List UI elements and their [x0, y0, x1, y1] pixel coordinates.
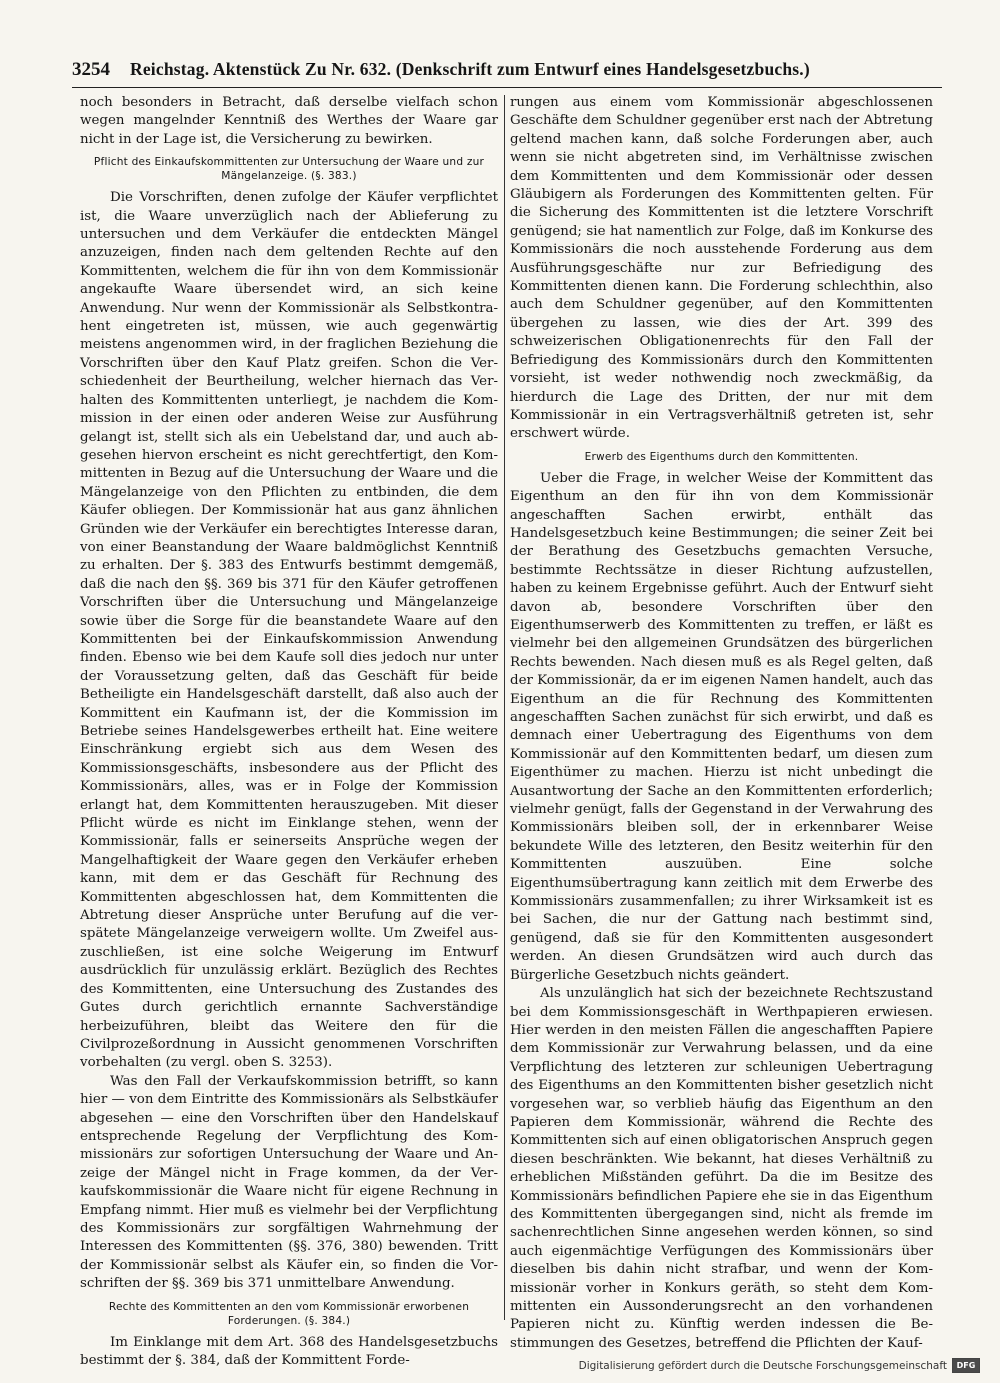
paragraph: noch besonders in Betracht, daß derselbe vielfach schon wegen mangelnder Kenntniß des Werthes der Waare gar nicht in der Lage ist, die Versicherung zu bewirken.: [80, 95, 498, 147]
dfg-logo-icon: DFG: [952, 1358, 980, 1373]
section-heading: Erwerb des Eigenthums durch den Kommittenten.: [584, 450, 859, 463]
footer-text: Digitalisierung gefördert durch die Deutsche Forschungsgemeinschaft: [578, 1359, 947, 1372]
page-number: 3254: [72, 59, 110, 80]
paragraph: Im Einklange mit dem Art. 368 des Handelsgesetzbuchs bestimmt der §. 384, daß der Kommittent Forde-: [80, 1334, 498, 1368]
paragraph: Was den Fall der Verkaufskommission betrifft, so kann hier — von dem Eintritte des Kommissionärs als Selbstkäufer abgesehen — eine den Vorschriften über den Handelskauf entsprechende Regelung der Verpflichtung des Kommissionärs zur sofortigen Untersuchung der Waare und Anzeige der Mängel nicht in Frage kommen, da der Verkaufskommissionär die Waare nicht für eigene Rechnung in Empfang nimmt. Hier muß es vielmehr bei der Verpflichtung des Kommissionärs zur sorgfältigen Wahrnehmung der Interessen des Kommittenten (§§. 376, 380) bewenden. Tritt der Kommissionär selbst als Käufer ein, so finden die Vorschriften der §§. 369 bis 371 unmittelbare Anwendung.: [80, 1073, 498, 1292]
column-divider: [504, 95, 505, 1320]
footer-credit: [579, 1358, 980, 1373]
paragraph: Ueber die Frage, in welcher Weise der Kommittent das Eigenthum an den für ihn von dem Kommissionär angeschafften Sachen erwirbt, enthält das Handelsgesetzbuch keine Bestimmungen; die seiner Zeit bei der Berathung des Gesetzbuchs gemachten Versuche, bestimmte Rechtssätze in dieser Richtung aufzustellen, haben zu keinem Ergebnisse geführt. Auch der Entwurf sieht davon ab, besondere Vorschriften über den Eigenthumserwerb des Kommittenten zu treffen, er läßt es vielmehr bei den allgemeinen Grundsätzen des bürgerlichen Rechts bewenden. Nach diesen muß es als Regel gelten, daß der Kommissionär, da er im eigenen Namen handelt, auch das Eigenthum an die für Rechnung des Kommittenten angeschafften Sachen zunächst für sich erwirbt, und daß es demnach einer Uebertragung des Eigenthums von dem Kommissionär auf den Kommittenten bedarf, um diesen zum Eigenthümer zu machen. Hierzu ist nicht unbedingt die Ausantwortung der Sache an den Kommittenten erforderlich; vielmehr genügt, falls der Gegenstand in der Verwahrung des Kommissionärs bleiben soll, der in erkennbarer Weise bekundete Wille des letzteren, den Besitz weiterhin für den Kommittenten auszuüben. Eine solche Eigenthumsübertragung kann zeitlich mit dem Erwerbe des Kommissionärs zusammenfallen; zu ihrer Wirksamkeit ist es bei Sachen, die nur der Gattung nach bestimmt sind, genügend, daß sie für den Kommittenten ausgesondert werden. An diesen Grundsätzen wird auch durch das Bürgerliche Gesetzbuch nichts geändert.: [510, 470, 933, 983]
right-column: [510, 94, 933, 1351]
running-title: Reichstag. Aktenstück Zu Nr. 632. (Denkschrift zum Entwurf eines Handelsgesetzbuchs.): [130, 59, 810, 79]
section-heading: Pflicht des Einkaufskommittenten zur Untersuchung der Waare und zur Mängelanzeige. (§. 383.): [93, 156, 485, 183]
paragraph: rungen aus einem vom Kommissionär abgeschlossenen Geschäfte dem Schuldner gegenüber erst nach der Abtretung geltend machen kann, daß solche Forderungen aber, auch wenn sie nicht abgetreten sind, im Verhältnisse zwischen dem Kommittenten und dem Kommissionär oder dessen Gläubigern als Forderungen des Kommittenten gelten. Für die Sicherung des Kommittenten ist die letztere Vorschrift genügend; sie hat namentlich zur Folge, daß im Konkurse des Kommissionärs die noch ausstehende Forderung aus dem Ausführungsgeschäfte nur zur Befriedigung des Kommittenten dienen kann. Die Forderung schlechthin, also auch dem Schuldner gegenüber, auf den Kommittenten übergehen zu lassen, wie dies der Art. 399 des schweizerischen Obligationenrechts für den Fall der Befriedigung des Kommissionärs durch den Kommittenten vorsieht, ist weder nothwendig noch zweckmäßig, da hierdurch die Lage des Dritten, der nur mit dem Kommissionär in ein Vertragsverhältniß getreten ist, sehr erschwert würde.: [510, 95, 933, 442]
left-column: [80, 94, 498, 1368]
paragraph: Die Vorschriften, denen zufolge der Käufer verpflichtet ist, die Waare unverzüglich nach der Ablieferung zu untersuchen und dem Verkäufer die entdeckten Mängel anzuzeigen, finden nach dem geltenden Rechte auf den Kommittenten, welchem die für ihn von dem Kommissionär angekaufte Waare übersendet wird, an sich keine Anwendung. Nur wenn der Kommissionär als Selbstkontrahent eingetreten ist, müssen, wie auch gegenwärtig meistens angenommen wird, in der fraglichen Beziehung die Vorschriften über den Kauf Platz greifen. Schon die Verschiedenheit der Beurtheilung, welcher hiernach das Verhalten des Kommittenten unterliegt, je nachdem die Kommission in der einen oder anderen Weise zur Ausführung gelangt ist, stellt sich als ein Uebelstand dar, und auch abgesehen hiervon erscheint es nicht gerechtfertigt, den Kommittenten in Bezug auf die Untersuchung der Waare und die Mängelanzeige von den Pflichten zu entbinden, die dem Käufer obliegen. Der Kommissionär hat aus ganz ähnlichen Gründen wie der Verkäufer ein berechtigtes Interesse daran, von einer Beanstandung der Waare baldmöglichst Kenntniß zu erhalten. Der §. 383 des Entwurfs bestimmt demgemäß, daß die nach den §§. 369 bis 371 für den Käufer getroffenen Vorschriften über die Untersuchung und Mängelanzeige sowie über die Sorge für die beanstandete Waare auf den Kommittenten bei der Einkaufskommission Anwendung finden. Ebenso wie bei dem Kaufe soll dies jedoch nur unter der Voraussetzung gelten, daß das Geschäft für beide Betheiligte ein Handelsgeschäft darstellt, daß also auch der Kommittent ein Kaufmann ist, der die Kommission im Betriebe seines Handelsgewerbes ertheilt hat. Eine weitere Einschränkung ergiebt sich aus dem Wesen des Kommissionsgeschäfts, insbesondere aus der Pflicht des Kommissionärs, alles, was er in Folge der Kommission erlangt hat, dem Kommittenten herauszugeben. Mit dieser Pflicht würde es nicht im Einklange stehen, wenn der Kommissionär, falls er seinerseits Ansprüche wegen der Mangelhaftigkeit der Waare gegen den Verkäufer erheben kann, mit dem er das Geschäft für Rechnung des Kommittenten abgeschlossen hat, dem Kommittenten die Abtretung dieser Ansprüche unter Berufung auf die verspätete Mängelanzeige verweigern wollte. Um Zweifel auszuschließen, ist eine solche Weigerung im Entwurf ausdrücklich für unzulässig erklärt. Bezüglich des Rechtes des Kommittenten, eine Untersuchung des Zustandes des Gutes durch gerichtlich ernannte Sachverständige herbeizuführen, bleibt das Weitere den für die Civilprozeßordnung in Aussicht genommenen Vorschriften vorbehalten (zu vergl. oben S. 3253).: [80, 190, 498, 1071]
section-heading: Rechte des Kommittenten an den vom Kommissionär erworbenen Forderungen. (§. 384.): [108, 1300, 470, 1327]
paragraph: Als unzulänglich hat sich der bezeichnete Rechtszustand bei dem Kommissionsgeschäft in Werthpapieren erwiesen. Hier werden in den meisten Fällen die angeschafften Papiere dem Kommissionär zur Verwahrung belassen, und da eine Verpflichtung des letzteren zur schleunigen Uebertragung des Eigenthums an den Kommittenten bisher gesetzlich nicht vorgesehen war, so verblieb häufig das Eigenthum an den Papieren dem Kommissionär, während die Rechte des Kommittenten sich auf einen obligatorischen Anspruch gegen diesen beschränkten. Wie bekannt, hat dieses Verhältniß zu erheblichen Mißständen geführt. Da die im Besitze des Kommissionärs befindlichen Papiere ehe sie in das Eigenthum des Kommittenten übergegangen sind, nicht als fremde im sachenrechtlichen Sinne angesehen werden können, so sind auch eigenmächtige Verfügungen des Kommissionärs über dieselben bis dahin nicht strafbar, und wenn der Kommissionär vorher in Konkurs geräth, so steht dem Kommittenten ein Aussonderungsrecht an den vorhandenen Papieren nicht zu. Künftig werden indessen die Bestimmungen des Gesetzes, betreffend die Pflichten der Kauf-: [510, 986, 933, 1351]
running-header: [72, 58, 942, 88]
